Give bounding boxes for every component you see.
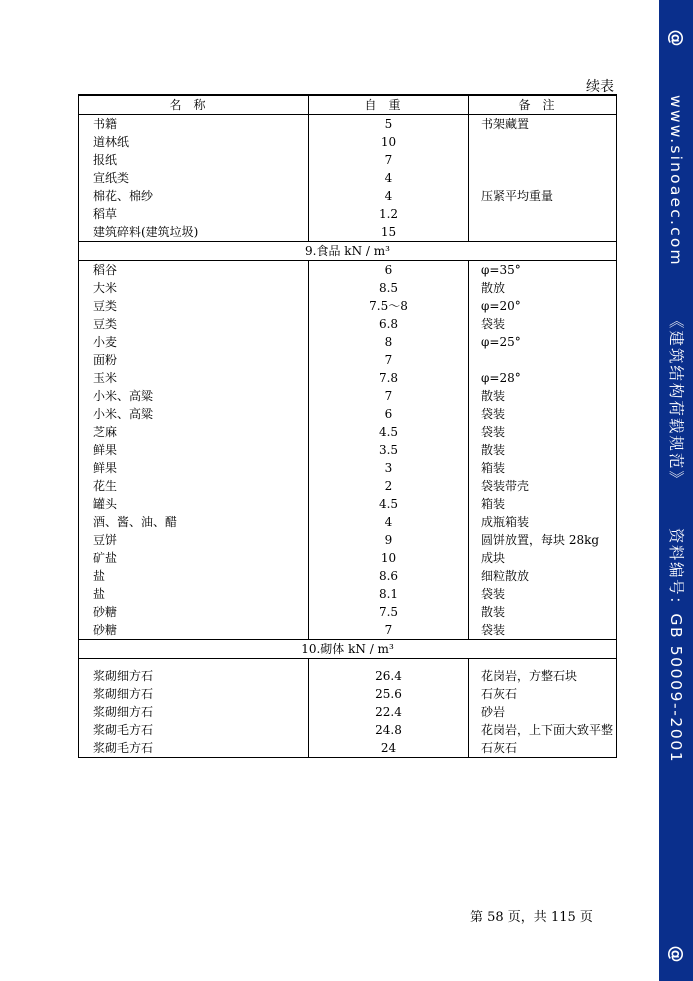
table-row [79, 333, 617, 351]
cell-weight: 4.5 [309, 495, 469, 513]
table-row [79, 223, 617, 242]
cell-weight: 15 [309, 223, 469, 242]
cell-name: 豆类 [79, 297, 309, 315]
header-row [79, 95, 617, 115]
table-row [79, 459, 617, 477]
cell-note: 圆饼放置，每块 28kg [469, 531, 617, 549]
table-row [79, 685, 617, 703]
cell-weight: 5 [309, 115, 469, 134]
cell-name: 浆砌细方石 [79, 703, 309, 721]
cell-note: 箱装 [469, 495, 617, 513]
table-row [79, 667, 617, 685]
cell-weight: 6.8 [309, 315, 469, 333]
rows-masonry [79, 667, 617, 758]
cell-weight: 4.5 [309, 423, 469, 441]
cell-name: 稻草 [79, 205, 309, 223]
cell-name: 鲜果 [79, 459, 309, 477]
cell-note: 散放 [469, 279, 617, 297]
weights-table [78, 94, 617, 758]
section-title-masonry: 10.砌体 kN / m³ [79, 640, 617, 659]
table-row [79, 549, 617, 567]
cell-weight: 2 [309, 477, 469, 495]
cell-name: 花生 [79, 477, 309, 495]
cell-note: 袋装 [469, 585, 617, 603]
table-row [79, 739, 617, 758]
table-caption: 续表 [586, 79, 614, 95]
header-name: 名称 [79, 95, 309, 115]
rows-food [79, 261, 617, 640]
cell-weight: 7.5 [309, 603, 469, 621]
cell-weight: 7.8 [309, 369, 469, 387]
cell-note: 成块 [469, 549, 617, 567]
cell-weight: 7.5～8 [309, 297, 469, 315]
cell-note: 散装 [469, 441, 617, 459]
cell-note: 石灰石 [469, 739, 617, 758]
cell-note: 书架藏置 [469, 115, 617, 134]
cell-name: 豆类 [79, 315, 309, 333]
cell-name: 砂糖 [79, 621, 309, 640]
cell-name: 小米、高粱 [79, 405, 309, 423]
cell-weight: 4 [309, 169, 469, 187]
cell-weight: 8 [309, 333, 469, 351]
cell-note: 压紧平均重量 [469, 187, 617, 205]
table-row [79, 387, 617, 405]
cell-name: 盐 [79, 585, 309, 603]
section-title-food: 9.食品 kN / m³ [79, 242, 617, 261]
table-row [79, 187, 617, 205]
header-note: 备注 [469, 95, 617, 115]
cell-name: 稻谷 [79, 261, 309, 280]
cell-note: 散装 [469, 603, 617, 621]
cell-weight: 4 [309, 187, 469, 205]
cell-weight: 7 [309, 387, 469, 405]
cell-weight: 4 [309, 513, 469, 531]
table-row [79, 721, 617, 739]
cell-name: 盐 [79, 567, 309, 585]
cell-name: 小麦 [79, 333, 309, 351]
table-row [79, 151, 617, 169]
cell-weight: 22.4 [309, 703, 469, 721]
cell-note [469, 223, 617, 242]
cell-name: 玉米 [79, 369, 309, 387]
cell-name: 书籍 [79, 115, 309, 134]
table-row [79, 441, 617, 459]
cell-note: φ=20° [469, 297, 617, 315]
cell-weight: 7 [309, 151, 469, 169]
side-banner [659, 0, 693, 981]
cell-name: 鲜果 [79, 441, 309, 459]
cell-note [469, 151, 617, 169]
cell-note [469, 133, 617, 151]
section-row-food [79, 242, 617, 261]
document-code: 资料编号：GB 50009--2001 [667, 527, 685, 764]
cell-name: 浆砌毛方石 [79, 721, 309, 739]
table-row [79, 531, 617, 549]
cell-name: 道林纸 [79, 133, 309, 151]
table-row [79, 513, 617, 531]
spacer-row [79, 659, 617, 668]
cell-name: 矿盐 [79, 549, 309, 567]
table-row [79, 585, 617, 603]
cell-weight: 6 [309, 405, 469, 423]
cell-weight: 26.4 [309, 667, 469, 685]
cell-weight: 3.5 [309, 441, 469, 459]
cell-weight: 25.6 [309, 685, 469, 703]
document-title: 《建筑结构荷载规范》 [667, 312, 685, 488]
cell-name: 棉花、棉纱 [79, 187, 309, 205]
table-row [79, 297, 617, 315]
cell-weight: 8.1 [309, 585, 469, 603]
header-weight: 自重 [309, 95, 469, 115]
table-row [79, 205, 617, 223]
cell-weight: 7 [309, 351, 469, 369]
cell-note: 袋装 [469, 315, 617, 333]
cell-note: 袋装 [469, 423, 617, 441]
table-row [79, 567, 617, 585]
cell-note [469, 351, 617, 369]
site-url[interactable]: www.sinoaec.com [667, 95, 685, 267]
group-misc [79, 115, 617, 242]
table-row [79, 115, 617, 134]
cell-name: 大米 [79, 279, 309, 297]
cell-name: 酒、酱、油、醋 [79, 513, 309, 531]
cell-note: 砂岩 [469, 703, 617, 721]
cell-note: 散装 [469, 387, 617, 405]
cell-name: 面粉 [79, 351, 309, 369]
page-counter: 第 58 页，共 115 页 [470, 910, 593, 925]
table-row [79, 315, 617, 333]
cell-note: 石灰石 [469, 685, 617, 703]
table-row [79, 621, 617, 640]
table-row [79, 603, 617, 621]
cell-weight: 24 [309, 739, 469, 758]
table-row [79, 169, 617, 187]
cell-note: φ=25° [469, 333, 617, 351]
cell-name: 豆饼 [79, 531, 309, 549]
at-symbol-top: @ [666, 29, 686, 47]
cell-weight: 7 [309, 621, 469, 640]
cell-weight: 8.6 [309, 567, 469, 585]
cell-name: 浆砌毛方石 [79, 739, 309, 758]
table-row [79, 133, 617, 151]
cell-note: φ=35° [469, 261, 617, 280]
cell-note: 成瓶箱装 [469, 513, 617, 531]
table-row [79, 405, 617, 423]
cell-note: 细粒散放 [469, 567, 617, 585]
group-masonry [79, 640, 617, 668]
at-symbol-bottom: @ [666, 945, 686, 963]
cell-note: φ=28° [469, 369, 617, 387]
cell-weight: 1.2 [309, 205, 469, 223]
group-food [79, 242, 617, 261]
cell-name: 浆砌细方石 [79, 667, 309, 685]
table-row [79, 495, 617, 513]
cell-note: 袋装 [469, 405, 617, 423]
cell-weight: 24.8 [309, 721, 469, 739]
cell-name: 宣纸类 [79, 169, 309, 187]
cell-note [469, 205, 617, 223]
cell-weight: 3 [309, 459, 469, 477]
cell-name: 芝麻 [79, 423, 309, 441]
cell-note: 袋装带壳 [469, 477, 617, 495]
table-row [79, 703, 617, 721]
side-banner-text [659, 95, 693, 885]
section-row-masonry [79, 640, 617, 659]
cell-name: 小米、高粱 [79, 387, 309, 405]
cell-note: 花岗岩，方整石块 [469, 667, 617, 685]
cell-note: 箱装 [469, 459, 617, 477]
cell-note [469, 169, 617, 187]
table-row [79, 261, 617, 280]
table-row [79, 477, 617, 495]
cell-name: 报纸 [79, 151, 309, 169]
cell-weight: 9 [309, 531, 469, 549]
table-row [79, 279, 617, 297]
cell-name: 浆砌细方石 [79, 685, 309, 703]
cell-weight: 8.5 [309, 279, 469, 297]
cell-weight: 10 [309, 549, 469, 567]
cell-name: 砂糖 [79, 603, 309, 621]
table-row [79, 351, 617, 369]
table-row [79, 423, 617, 441]
cell-name: 罐头 [79, 495, 309, 513]
table-row [79, 369, 617, 387]
cell-note: 袋装 [469, 621, 617, 640]
cell-name: 建筑碎料(建筑垃圾) [79, 223, 309, 242]
cell-weight: 10 [309, 133, 469, 151]
cell-weight: 6 [309, 261, 469, 280]
cell-note: 花岗岩，上下面大致平整 [469, 721, 617, 739]
